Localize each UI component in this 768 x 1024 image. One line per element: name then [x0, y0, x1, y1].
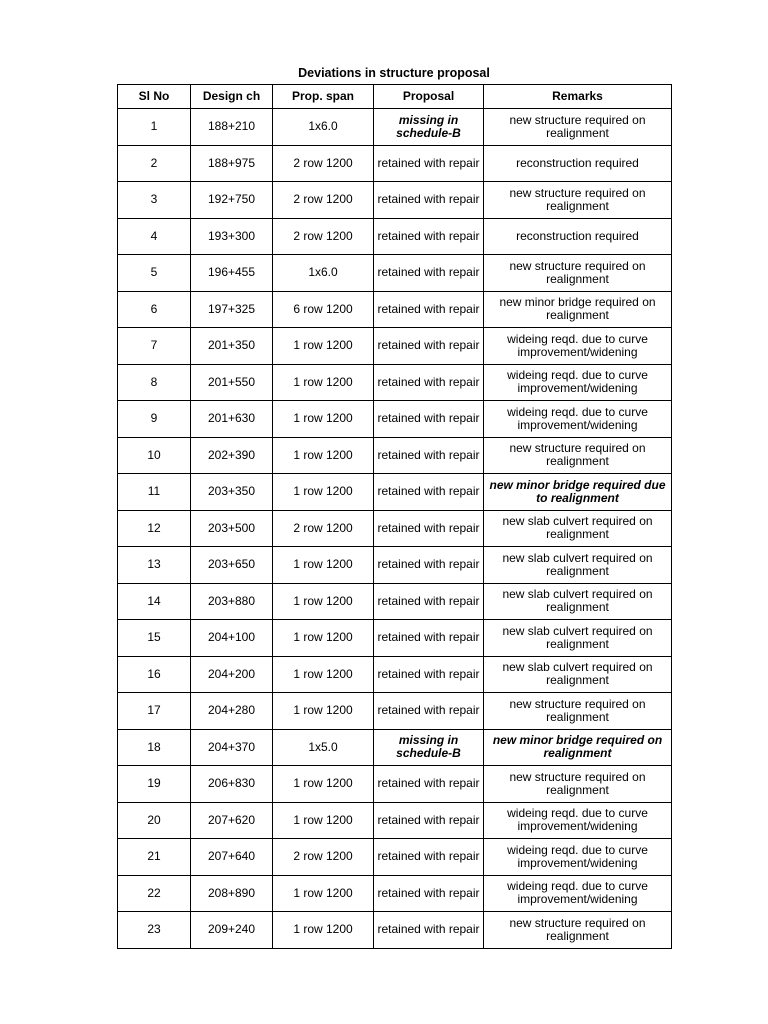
design-ch-cell: 206+830: [191, 766, 273, 803]
design-ch-cell: 201+630: [191, 401, 273, 438]
table-body: [118, 109, 672, 949]
prop-span-cell: 1x5.0: [273, 729, 374, 766]
remarks-cell: new structure required on realignment: [484, 693, 672, 730]
remarks-cell: wideing reqd. due to curve improvement/widening: [484, 401, 672, 438]
sl-no-cell: 8: [118, 364, 191, 401]
table-row: [118, 620, 672, 657]
proposal-cell: retained with repair: [374, 875, 484, 912]
remarks-cell: new minor bridge required on realignment: [484, 291, 672, 328]
sl-no-cell: 13: [118, 547, 191, 584]
sl-no-cell: 1: [118, 109, 191, 146]
sl-no-cell: 10: [118, 437, 191, 474]
sl-no-cell: 9: [118, 401, 191, 438]
design-ch-cell: 208+890: [191, 875, 273, 912]
prop-span-cell: 1 row 1200: [273, 328, 374, 365]
prop-span-cell: 1 row 1200: [273, 437, 374, 474]
sl-no-cell: 16: [118, 656, 191, 693]
sl-no-cell: 21: [118, 839, 191, 876]
design-ch-cell: 193+300: [191, 218, 273, 255]
proposal-cell: retained with repair: [374, 474, 484, 511]
table-row: [118, 437, 672, 474]
prop-span-cell: 1 row 1200: [273, 401, 374, 438]
remarks-cell: wideing reqd. due to curve improvement/widening: [484, 839, 672, 876]
prop-span-cell: 2 row 1200: [273, 145, 374, 182]
design-ch-cell: 188+975: [191, 145, 273, 182]
remarks-cell: new slab culvert required on realignment: [484, 656, 672, 693]
header-design-ch: Design ch: [191, 85, 273, 109]
remarks-cell: new minor bridge required on realignment: [484, 729, 672, 766]
prop-span-cell: 1 row 1200: [273, 583, 374, 620]
prop-span-cell: 1 row 1200: [273, 547, 374, 584]
sl-no-cell: 19: [118, 766, 191, 803]
prop-span-cell: 2 row 1200: [273, 182, 374, 219]
design-ch-cell: 209+240: [191, 912, 273, 949]
remarks-cell: new structure required on realignment: [484, 437, 672, 474]
prop-span-cell: 1 row 1200: [273, 656, 374, 693]
proposal-cell: retained with repair: [374, 620, 484, 657]
prop-span-cell: 1 row 1200: [273, 693, 374, 730]
header-prop-span: Prop. span: [273, 85, 374, 109]
table-row: [118, 547, 672, 584]
sl-no-cell: 6: [118, 291, 191, 328]
table-row: [118, 729, 672, 766]
sl-no-cell: 20: [118, 802, 191, 839]
proposal-cell: missing in schedule-B: [374, 729, 484, 766]
design-ch-cell: 204+280: [191, 693, 273, 730]
proposal-cell: missing in schedule-B: [374, 109, 484, 146]
table-header-row: [118, 85, 672, 109]
sl-no-cell: 4: [118, 218, 191, 255]
remarks-cell: new slab culvert required on realignment: [484, 583, 672, 620]
remarks-cell: new structure required on realignment: [484, 109, 672, 146]
remarks-cell: reconstruction required: [484, 145, 672, 182]
table-row: [118, 802, 672, 839]
prop-span-cell: 2 row 1200: [273, 839, 374, 876]
proposal-cell: retained with repair: [374, 145, 484, 182]
proposal-cell: retained with repair: [374, 766, 484, 803]
header-remarks: Remarks: [484, 85, 672, 109]
remarks-cell: new structure required on realignment: [484, 912, 672, 949]
table-row: [118, 109, 672, 146]
prop-span-cell: 1 row 1200: [273, 802, 374, 839]
prop-span-cell: 1x6.0: [273, 255, 374, 292]
prop-span-cell: 2 row 1200: [273, 510, 374, 547]
remarks-cell: wideing reqd. due to curve improvement/widening: [484, 328, 672, 365]
design-ch-cell: 204+370: [191, 729, 273, 766]
remarks-cell: wideing reqd. due to curve improvement/widening: [484, 364, 672, 401]
proposal-cell: retained with repair: [374, 364, 484, 401]
sl-no-cell: 15: [118, 620, 191, 657]
table-row: [118, 766, 672, 803]
sl-no-cell: 14: [118, 583, 191, 620]
prop-span-cell: 1x6.0: [273, 109, 374, 146]
design-ch-cell: 202+390: [191, 437, 273, 474]
remarks-cell: new structure required on realignment: [484, 255, 672, 292]
proposal-cell: retained with repair: [374, 839, 484, 876]
design-ch-cell: 207+620: [191, 802, 273, 839]
prop-span-cell: 6 row 1200: [273, 291, 374, 328]
table-row: [118, 875, 672, 912]
deviations-table: [117, 84, 672, 949]
document-title: Deviations in structure proposal: [298, 66, 490, 80]
table-row: [118, 693, 672, 730]
proposal-cell: retained with repair: [374, 583, 484, 620]
design-ch-cell: 203+880: [191, 583, 273, 620]
table-row: [118, 218, 672, 255]
design-ch-cell: 203+350: [191, 474, 273, 511]
design-ch-cell: 192+750: [191, 182, 273, 219]
sl-no-cell: 5: [118, 255, 191, 292]
design-ch-cell: 201+550: [191, 364, 273, 401]
design-ch-cell: 204+200: [191, 656, 273, 693]
remarks-cell: wideing reqd. due to curve improvement/widening: [484, 802, 672, 839]
table-row: [118, 255, 672, 292]
proposal-cell: retained with repair: [374, 656, 484, 693]
table-row: [118, 364, 672, 401]
design-ch-cell: 203+650: [191, 547, 273, 584]
proposal-cell: retained with repair: [374, 182, 484, 219]
prop-span-cell: 1 row 1200: [273, 364, 374, 401]
sl-no-cell: 11: [118, 474, 191, 511]
proposal-cell: retained with repair: [374, 802, 484, 839]
table-row: [118, 912, 672, 949]
design-ch-cell: 207+640: [191, 839, 273, 876]
header-proposal: Proposal: [374, 85, 484, 109]
design-ch-cell: 196+455: [191, 255, 273, 292]
proposal-cell: retained with repair: [374, 693, 484, 730]
table-row: [118, 145, 672, 182]
remarks-cell: reconstruction required: [484, 218, 672, 255]
sl-no-cell: 22: [118, 875, 191, 912]
proposal-cell: retained with repair: [374, 510, 484, 547]
table-row: [118, 291, 672, 328]
table-row: [118, 656, 672, 693]
remarks-cell: new slab culvert required on realignment: [484, 510, 672, 547]
sl-no-cell: 17: [118, 693, 191, 730]
design-ch-cell: 204+100: [191, 620, 273, 657]
proposal-cell: retained with repair: [374, 401, 484, 438]
prop-span-cell: 1 row 1200: [273, 474, 374, 511]
table-row: [118, 328, 672, 365]
proposal-cell: retained with repair: [374, 912, 484, 949]
sl-no-cell: 23: [118, 912, 191, 949]
proposal-cell: retained with repair: [374, 437, 484, 474]
design-ch-cell: 188+210: [191, 109, 273, 146]
table-row: [118, 401, 672, 438]
prop-span-cell: 1 row 1200: [273, 620, 374, 657]
design-ch-cell: 203+500: [191, 510, 273, 547]
remarks-cell: new structure required on realignment: [484, 182, 672, 219]
prop-span-cell: 1 row 1200: [273, 912, 374, 949]
table-row: [118, 583, 672, 620]
table-row: [118, 510, 672, 547]
proposal-cell: retained with repair: [374, 291, 484, 328]
sl-no-cell: 2: [118, 145, 191, 182]
remarks-cell: new minor bridge required due to realignment: [484, 474, 672, 511]
remarks-cell: new slab culvert required on realignment: [484, 620, 672, 657]
proposal-cell: retained with repair: [374, 218, 484, 255]
proposal-cell: retained with repair: [374, 328, 484, 365]
remarks-cell: new structure required on realignment: [484, 766, 672, 803]
proposal-cell: retained with repair: [374, 255, 484, 292]
table-row: [118, 474, 672, 511]
sl-no-cell: 3: [118, 182, 191, 219]
remarks-cell: new slab culvert required on realignment: [484, 547, 672, 584]
prop-span-cell: 1 row 1200: [273, 766, 374, 803]
table-row: [118, 182, 672, 219]
header-sl-no: Sl No: [118, 85, 191, 109]
prop-span-cell: 2 row 1200: [273, 218, 374, 255]
remarks-cell: wideing reqd. due to curve improvement/widening: [484, 875, 672, 912]
sl-no-cell: 7: [118, 328, 191, 365]
design-ch-cell: 197+325: [191, 291, 273, 328]
sl-no-cell: 18: [118, 729, 191, 766]
sl-no-cell: 12: [118, 510, 191, 547]
proposal-cell: retained with repair: [374, 547, 484, 584]
prop-span-cell: 1 row 1200: [273, 875, 374, 912]
table-row: [118, 839, 672, 876]
design-ch-cell: 201+350: [191, 328, 273, 365]
